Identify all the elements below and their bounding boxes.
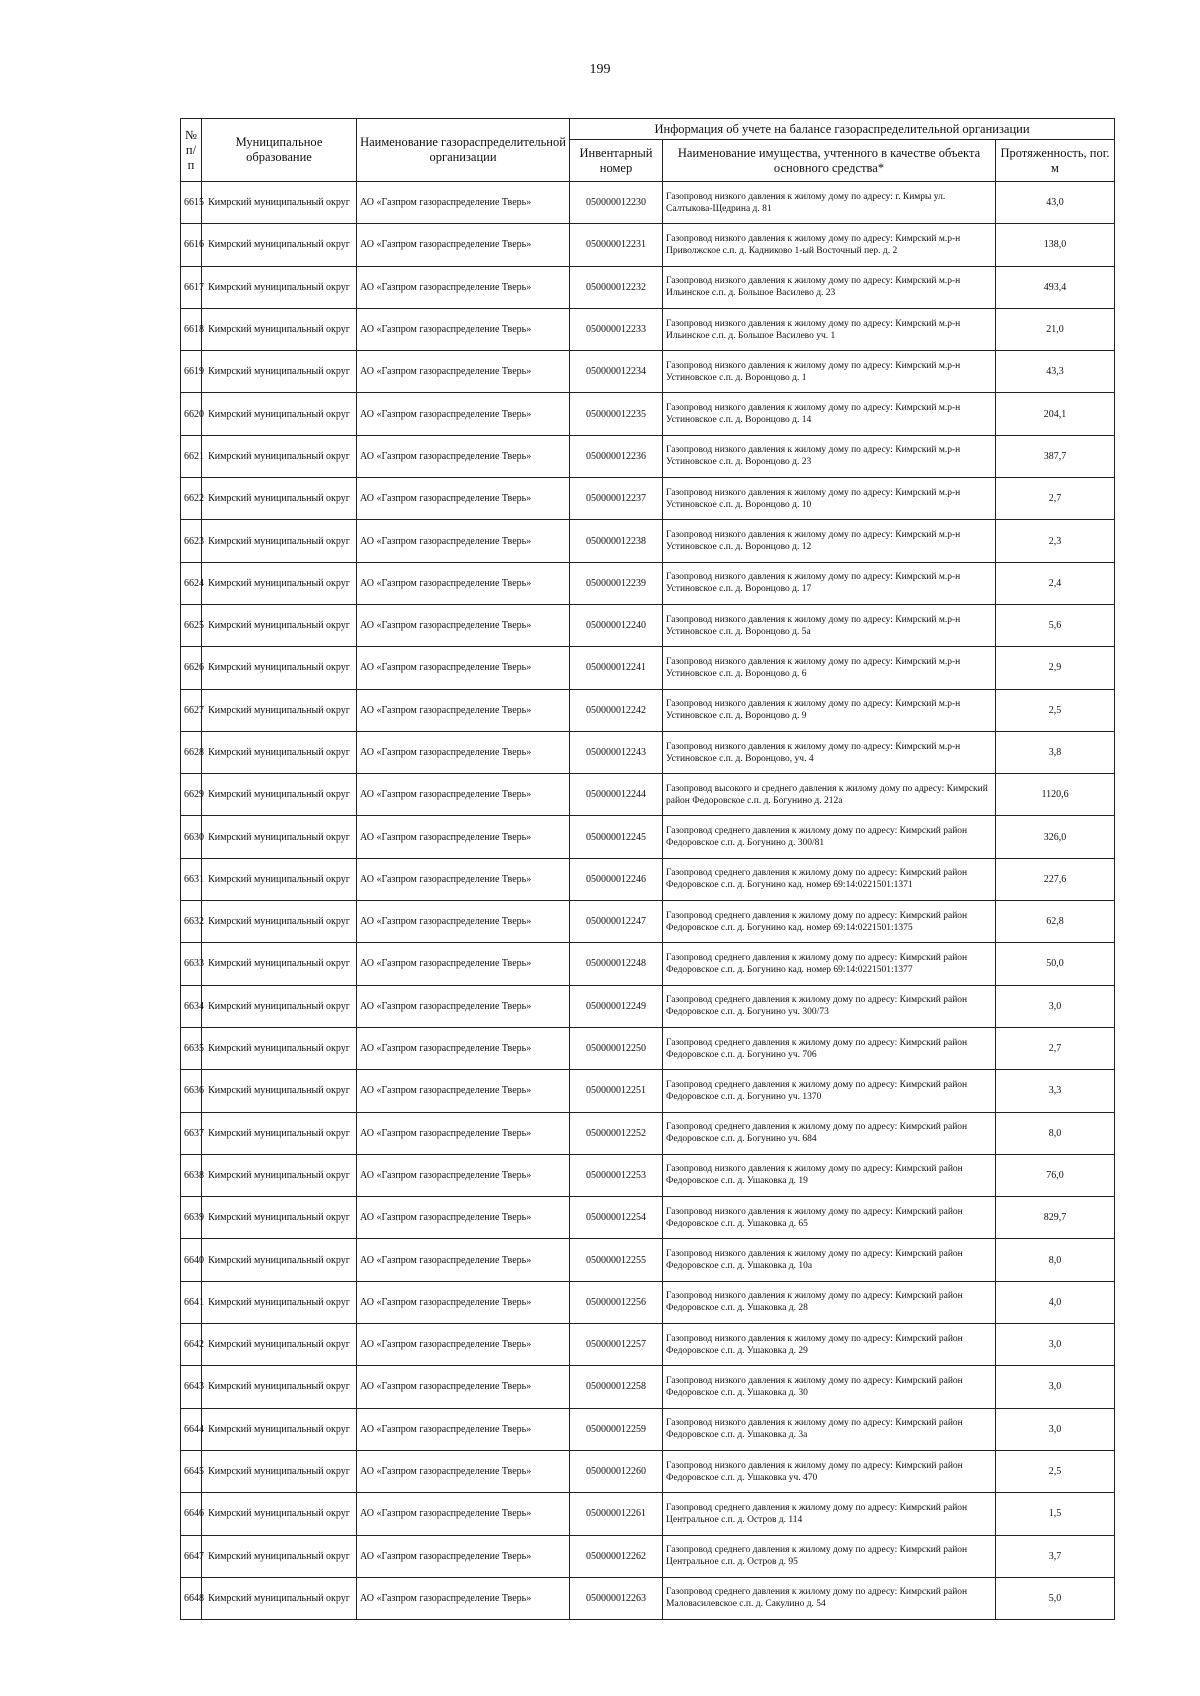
asset-name-cell: Газопровод среднего давления к жилому дому по адресу: Кимрский район Маловасилевское с.п. д. Сакулино д. 54 bbox=[663, 1577, 996, 1619]
organization-cell: АО «Газпром газораспределение Тверь» bbox=[357, 1239, 570, 1281]
municipality-cell: Кимрский муниципальный округ bbox=[202, 1535, 357, 1577]
table-row bbox=[181, 1577, 1115, 1619]
header-length: Протяженность, пог. м bbox=[996, 140, 1115, 182]
organization-cell: АО «Газпром газораспределение Тверь» bbox=[357, 858, 570, 900]
inventory-number-cell: 050000012247 bbox=[570, 901, 663, 943]
asset-name-cell: Газопровод низкого давления к жилому дому по адресу: Кимрский район Федоровское с.п. д. Ушаковка д. 65 bbox=[663, 1197, 996, 1239]
table-row bbox=[181, 604, 1115, 646]
municipality-cell: Кимрский муниципальный округ bbox=[202, 647, 357, 689]
municipality-cell: Кимрский муниципальный округ bbox=[202, 520, 357, 562]
organization-cell: АО «Газпром газораспределение Тверь» bbox=[357, 943, 570, 985]
municipality-cell: Кимрский муниципальный округ bbox=[202, 689, 357, 731]
asset-name-cell: Газопровод низкого давления к жилому дому по адресу: Кимрский м.р-н Устиновское с.п. д. Воронцово д. 1 bbox=[663, 351, 996, 393]
organization-cell: АО «Газпром газораспределение Тверь» bbox=[357, 816, 570, 858]
municipality-cell: Кимрский муниципальный округ bbox=[202, 562, 357, 604]
row-number: 6619 bbox=[181, 351, 202, 393]
length-cell: 3,7 bbox=[996, 1535, 1115, 1577]
row-number: 6618 bbox=[181, 308, 202, 350]
table-row bbox=[181, 1154, 1115, 1196]
table-row bbox=[181, 266, 1115, 308]
inventory-number-cell: 050000012257 bbox=[570, 1324, 663, 1366]
table-row bbox=[181, 1535, 1115, 1577]
table-row bbox=[181, 731, 1115, 773]
organization-cell: АО «Газпром газораспределение Тверь» bbox=[357, 435, 570, 477]
table-row bbox=[181, 1450, 1115, 1492]
asset-name-cell: Газопровод среднего давления к жилому дому по адресу: Кимрский район Федоровское с.п. д. Богунино уч. 1370 bbox=[663, 1070, 996, 1112]
table-row bbox=[181, 689, 1115, 731]
organization-cell: АО «Газпром газораспределение Тверь» bbox=[357, 520, 570, 562]
asset-name-cell: Газопровод среднего давления к жилому дому по адресу: Кимрский район Федоровское с.п. д. Богунино уч. 706 bbox=[663, 1027, 996, 1069]
inventory-number-cell: 050000012246 bbox=[570, 858, 663, 900]
row-number: 6625 bbox=[181, 604, 202, 646]
inventory-number-cell: 050000012260 bbox=[570, 1450, 663, 1492]
municipality-cell: Кимрский муниципальный округ bbox=[202, 1112, 357, 1154]
table-row bbox=[181, 1070, 1115, 1112]
asset-name-cell: Газопровод среднего давления к жилому дому по адресу: Кимрский район Центральное с.п. д. Остров д. 95 bbox=[663, 1535, 996, 1577]
length-cell: 1120,6 bbox=[996, 774, 1115, 816]
table-row bbox=[181, 774, 1115, 816]
table-row bbox=[181, 1112, 1115, 1154]
table-row bbox=[181, 562, 1115, 604]
length-cell: 3,0 bbox=[996, 985, 1115, 1027]
row-number: 6648 bbox=[181, 1577, 202, 1619]
asset-name-cell: Газопровод низкого давления к жилому дому по адресу: Кимрский м.р-н Устиновское с.п. д. Воронцово д. 12 bbox=[663, 520, 996, 562]
row-number: 6627 bbox=[181, 689, 202, 731]
municipality-cell: Кимрский муниципальный округ bbox=[202, 1493, 357, 1535]
inventory-number-cell: 050000012242 bbox=[570, 689, 663, 731]
municipality-cell: Кимрский муниципальный округ bbox=[202, 435, 357, 477]
organization-cell: АО «Газпром газораспределение Тверь» bbox=[357, 182, 570, 224]
municipality-cell: Кимрский муниципальный округ bbox=[202, 1070, 357, 1112]
municipality-cell: Кимрский муниципальный округ bbox=[202, 731, 357, 773]
organization-cell: АО «Газпром газораспределение Тверь» bbox=[357, 689, 570, 731]
municipality-cell: Кимрский муниципальный округ bbox=[202, 351, 357, 393]
municipality-cell: Кимрский муниципальный округ bbox=[202, 1577, 357, 1619]
length-cell: 2,5 bbox=[996, 689, 1115, 731]
table-row bbox=[181, 1027, 1115, 1069]
row-number: 6634 bbox=[181, 985, 202, 1027]
organization-cell: АО «Газпром газораспределение Тверь» bbox=[357, 1281, 570, 1323]
municipality-cell: Кимрский муниципальный округ bbox=[202, 1239, 357, 1281]
table-row bbox=[181, 647, 1115, 689]
inventory-number-cell: 050000012240 bbox=[570, 604, 663, 646]
organization-cell: АО «Газпром газораспределение Тверь» bbox=[357, 1070, 570, 1112]
table-row bbox=[181, 816, 1115, 858]
organization-cell: АО «Газпром газораспределение Тверь» bbox=[357, 224, 570, 266]
municipality-cell: Кимрский муниципальный округ bbox=[202, 1281, 357, 1323]
length-cell: 493,4 bbox=[996, 266, 1115, 308]
inventory-number-cell: 050000012237 bbox=[570, 478, 663, 520]
asset-name-cell: Газопровод низкого давления к жилому дому по адресу: Кимрский м.р-н Устиновское с.п. д. Воронцово д. 9 bbox=[663, 689, 996, 731]
row-number: 6636 bbox=[181, 1070, 202, 1112]
asset-name-cell: Газопровод среднего давления к жилому дому по адресу: Кимрский район Федоровское с.п. д. Богунино кад. номер 69:14:0221501:1371 bbox=[663, 858, 996, 900]
municipality-cell: Кимрский муниципальный округ bbox=[202, 943, 357, 985]
length-cell: 2,4 bbox=[996, 562, 1115, 604]
inventory-number-cell: 050000012251 bbox=[570, 1070, 663, 1112]
municipality-cell: Кимрский муниципальный округ bbox=[202, 1154, 357, 1196]
municipality-cell: Кимрский муниципальный округ bbox=[202, 1366, 357, 1408]
organization-cell: АО «Газпром газораспределение Тверь» bbox=[357, 604, 570, 646]
row-number: 6635 bbox=[181, 1027, 202, 1069]
table-row bbox=[181, 182, 1115, 224]
organization-cell: АО «Газпром газораспределение Тверь» bbox=[357, 1324, 570, 1366]
asset-name-cell: Газопровод низкого давления к жилому дому по адресу: Кимрский м.р-н Ильинское с.п. д. Большое Василево д. 23 bbox=[663, 266, 996, 308]
asset-name-cell: Газопровод низкого давления к жилому дому по адресу: Кимрский м.р-н Устиновское с.п. д. Воронцово д. 23 bbox=[663, 435, 996, 477]
header-balance-group: Информация об учете на балансе газораспределительной организации bbox=[570, 119, 1115, 140]
asset-name-cell: Газопровод низкого давления к жилому дому по адресу: Кимрский район Федоровское с.п. д. Ушаковка д. 3а bbox=[663, 1408, 996, 1450]
organization-cell: АО «Газпром газораспределение Тверь» bbox=[357, 985, 570, 1027]
row-number: 6615 bbox=[181, 182, 202, 224]
organization-cell: АО «Газпром газораспределение Тверь» bbox=[357, 393, 570, 435]
inventory-number-cell: 050000012258 bbox=[570, 1366, 663, 1408]
municipality-cell: Кимрский муниципальный округ bbox=[202, 224, 357, 266]
organization-cell: АО «Газпром газораспределение Тверь» bbox=[357, 1450, 570, 1492]
municipality-cell: Кимрский муниципальный округ bbox=[202, 393, 357, 435]
table-row bbox=[181, 901, 1115, 943]
inventory-number-cell: 050000012252 bbox=[570, 1112, 663, 1154]
table-row bbox=[181, 520, 1115, 562]
length-cell: 2,9 bbox=[996, 647, 1115, 689]
asset-name-cell: Газопровод низкого давления к жилому дому по адресу: Кимрский м.р-н Устиновское с.п. д. Воронцово д. 6 bbox=[663, 647, 996, 689]
municipality-cell: Кимрский муниципальный округ bbox=[202, 985, 357, 1027]
header-municipality: Муниципальное образование bbox=[202, 119, 357, 182]
organization-cell: АО «Газпром газораспределение Тверь» bbox=[357, 478, 570, 520]
header-asset-name: Наименование имущества, учтенного в качестве объекта основного средства* bbox=[663, 140, 996, 182]
row-number: 6647 bbox=[181, 1535, 202, 1577]
table-row bbox=[181, 1197, 1115, 1239]
table-row bbox=[181, 1239, 1115, 1281]
municipality-cell: Кимрский муниципальный округ bbox=[202, 266, 357, 308]
inventory-number-cell: 050000012253 bbox=[570, 1154, 663, 1196]
asset-name-cell: Газопровод низкого давления к жилому дому по адресу: Кимрский м.р-н Устиновское с.п. д. Воронцово д. 17 bbox=[663, 562, 996, 604]
length-cell: 21,0 bbox=[996, 308, 1115, 350]
row-number: 6633 bbox=[181, 943, 202, 985]
asset-name-cell: Газопровод низкого давления к жилому дому по адресу: Кимрский м.р-н Устиновское с.п. д. Воронцово д. 14 bbox=[663, 393, 996, 435]
length-cell: 3,0 bbox=[996, 1366, 1115, 1408]
table-row bbox=[181, 308, 1115, 350]
row-number: 6624 bbox=[181, 562, 202, 604]
inventory-number-cell: 050000012250 bbox=[570, 1027, 663, 1069]
inventory-number-cell: 050000012235 bbox=[570, 393, 663, 435]
asset-name-cell: Газопровод низкого давления к жилому дому по адресу: Кимрский м.р-н Приволжское с.п. д. Кадниково 1-ый Восточный пер. д. 2 bbox=[663, 224, 996, 266]
length-cell: 829,7 bbox=[996, 1197, 1115, 1239]
municipality-cell: Кимрский муниципальный округ bbox=[202, 858, 357, 900]
inventory-number-cell: 050000012245 bbox=[570, 816, 663, 858]
inventory-number-cell: 050000012244 bbox=[570, 774, 663, 816]
table-row bbox=[181, 858, 1115, 900]
length-cell: 326,0 bbox=[996, 816, 1115, 858]
municipality-cell: Кимрский муниципальный округ bbox=[202, 308, 357, 350]
row-number: 6641 bbox=[181, 1281, 202, 1323]
asset-name-cell: Газопровод высокого и среднего давления к жилому дому по адресу: Кимрский район Федоровское с.п. д. Богунино д. 212а bbox=[663, 774, 996, 816]
length-cell: 5,0 bbox=[996, 1577, 1115, 1619]
municipality-cell: Кимрский муниципальный округ bbox=[202, 1450, 357, 1492]
inventory-number-cell: 050000012255 bbox=[570, 1239, 663, 1281]
asset-name-cell: Газопровод низкого давления к жилому дому по адресу: Кимрский район Федоровское с.п. д. Ушаковка д. 29 bbox=[663, 1324, 996, 1366]
length-cell: 3,0 bbox=[996, 1324, 1115, 1366]
table-row bbox=[181, 478, 1115, 520]
table-row bbox=[181, 1408, 1115, 1450]
municipality-cell: Кимрский муниципальный округ bbox=[202, 774, 357, 816]
asset-name-cell: Газопровод низкого давления к жилому дому по адресу: Кимрский м.р-н Ильинское с.п. д. Большое Василево уч. 1 bbox=[663, 308, 996, 350]
table-row bbox=[181, 985, 1115, 1027]
inventory-number-cell: 050000012231 bbox=[570, 224, 663, 266]
table-row bbox=[181, 1281, 1115, 1323]
length-cell: 1,5 bbox=[996, 1493, 1115, 1535]
length-cell: 227,6 bbox=[996, 858, 1115, 900]
table-row bbox=[181, 1324, 1115, 1366]
row-number: 6639 bbox=[181, 1197, 202, 1239]
inventory-number-cell: 050000012233 bbox=[570, 308, 663, 350]
row-number: 6630 bbox=[181, 816, 202, 858]
row-number: 6644 bbox=[181, 1408, 202, 1450]
asset-name-cell: Газопровод низкого давления к жилому дому по адресу: Кимрский м.р-н Устиновское с.п. д. Воронцово д. 10 bbox=[663, 478, 996, 520]
inventory-number-cell: 050000012230 bbox=[570, 182, 663, 224]
asset-name-cell: Газопровод низкого давления к жилому дому по адресу: Кимрский м.р-н Устиновское с.п. д. Воронцово д. 5а bbox=[663, 604, 996, 646]
asset-name-cell: Газопровод низкого давления к жилому дому по адресу: Кимрский район Федоровское с.п. д. Ушаковка уч. 470 bbox=[663, 1450, 996, 1492]
municipality-cell: Кимрский муниципальный округ bbox=[202, 1027, 357, 1069]
table-row bbox=[181, 943, 1115, 985]
row-number: 6642 bbox=[181, 1324, 202, 1366]
table-row bbox=[181, 224, 1115, 266]
inventory-number-cell: 050000012236 bbox=[570, 435, 663, 477]
row-number: 6646 bbox=[181, 1493, 202, 1535]
length-cell: 2,3 bbox=[996, 520, 1115, 562]
row-number: 6640 bbox=[181, 1239, 202, 1281]
table-row bbox=[181, 435, 1115, 477]
inventory-number-cell: 050000012262 bbox=[570, 1535, 663, 1577]
length-cell: 387,7 bbox=[996, 435, 1115, 477]
municipality-cell: Кимрский муниципальный округ bbox=[202, 1324, 357, 1366]
header-row-top bbox=[181, 119, 1115, 140]
length-cell: 2,7 bbox=[996, 1027, 1115, 1069]
row-number: 6643 bbox=[181, 1366, 202, 1408]
row-number: 6621 bbox=[181, 435, 202, 477]
inventory-number-cell: 050000012248 bbox=[570, 943, 663, 985]
asset-name-cell: Газопровод среднего давления к жилому дому по адресу: Кимрский район Федоровское с.п. д. Богунино кад. номер 69:14:0221501:1375 bbox=[663, 901, 996, 943]
inventory-number-cell: 050000012261 bbox=[570, 1493, 663, 1535]
row-number: 6628 bbox=[181, 731, 202, 773]
length-cell: 50,0 bbox=[996, 943, 1115, 985]
length-cell: 8,0 bbox=[996, 1112, 1115, 1154]
row-number: 6626 bbox=[181, 647, 202, 689]
length-cell: 2,5 bbox=[996, 1450, 1115, 1492]
row-number: 6629 bbox=[181, 774, 202, 816]
organization-cell: АО «Газпром газораспределение Тверь» bbox=[357, 647, 570, 689]
asset-name-cell: Газопровод среднего давления к жилому дому по адресу: Кимрский район Центральное с.п. д. Остров д. 114 bbox=[663, 1493, 996, 1535]
organization-cell: АО «Газпром газораспределение Тверь» bbox=[357, 1027, 570, 1069]
row-number: 6620 bbox=[181, 393, 202, 435]
length-cell: 8,0 bbox=[996, 1239, 1115, 1281]
organization-cell: АО «Газпром газораспределение Тверь» bbox=[357, 1577, 570, 1619]
length-cell: 3,3 bbox=[996, 1070, 1115, 1112]
asset-register-table bbox=[180, 118, 1115, 1620]
asset-name-cell: Газопровод низкого давления к жилому дому по адресу: г. Кимры ул. Салтыкова-Щедрина д. 81 bbox=[663, 182, 996, 224]
inventory-number-cell: 050000012254 bbox=[570, 1197, 663, 1239]
row-number: 6631 bbox=[181, 858, 202, 900]
municipality-cell: Кимрский муниципальный округ bbox=[202, 1197, 357, 1239]
header-number: № п/п bbox=[181, 119, 202, 182]
organization-cell: АО «Газпром газораспределение Тверь» bbox=[357, 308, 570, 350]
asset-name-cell: Газопровод среднего давления к жилому дому по адресу: Кимрский район Федоровское с.п. д. Богунино уч. 300/73 bbox=[663, 985, 996, 1027]
organization-cell: АО «Газпром газораспределение Тверь» bbox=[357, 1112, 570, 1154]
inventory-number-cell: 050000012249 bbox=[570, 985, 663, 1027]
asset-name-cell: Газопровод низкого давления к жилому дому по адресу: Кимрский м.р-н Устиновское с.п. д. Воронцово, уч. 4 bbox=[663, 731, 996, 773]
organization-cell: АО «Газпром газораспределение Тверь» bbox=[357, 1366, 570, 1408]
inventory-number-cell: 050000012238 bbox=[570, 520, 663, 562]
municipality-cell: Кимрский муниципальный округ bbox=[202, 604, 357, 646]
length-cell: 3,8 bbox=[996, 731, 1115, 773]
inventory-number-cell: 050000012259 bbox=[570, 1408, 663, 1450]
row-number: 6617 bbox=[181, 266, 202, 308]
organization-cell: АО «Газпром газораспределение Тверь» bbox=[357, 731, 570, 773]
organization-cell: АО «Газпром газораспределение Тверь» bbox=[357, 901, 570, 943]
table-row bbox=[181, 1493, 1115, 1535]
table-row bbox=[181, 351, 1115, 393]
organization-cell: АО «Газпром газораспределение Тверь» bbox=[357, 351, 570, 393]
organization-cell: АО «Газпром газораспределение Тверь» bbox=[357, 774, 570, 816]
inventory-number-cell: 050000012241 bbox=[570, 647, 663, 689]
organization-cell: АО «Газпром газораспределение Тверь» bbox=[357, 1197, 570, 1239]
header-inventory: Инвентарный номер bbox=[570, 140, 663, 182]
organization-cell: АО «Газпром газораспределение Тверь» bbox=[357, 562, 570, 604]
organization-cell: АО «Газпром газораспределение Тверь» bbox=[357, 1154, 570, 1196]
asset-name-cell: Газопровод среднего давления к жилому дому по адресу: Кимрский район Федоровское с.п. д. Богунино кад. номер 69:14:0221501:1377 bbox=[663, 943, 996, 985]
row-number: 6638 bbox=[181, 1154, 202, 1196]
organization-cell: АО «Газпром газораспределение Тверь» bbox=[357, 1493, 570, 1535]
page-number: 199 bbox=[589, 62, 611, 77]
organization-cell: АО «Газпром газораспределение Тверь» bbox=[357, 1535, 570, 1577]
municipality-cell: Кимрский муниципальный округ bbox=[202, 478, 357, 520]
inventory-number-cell: 050000012234 bbox=[570, 351, 663, 393]
length-cell: 43,3 bbox=[996, 351, 1115, 393]
municipality-cell: Кимрский муниципальный округ bbox=[202, 901, 357, 943]
inventory-number-cell: 050000012256 bbox=[570, 1281, 663, 1323]
length-cell: 43,0 bbox=[996, 182, 1115, 224]
row-number: 6623 bbox=[181, 520, 202, 562]
asset-name-cell: Газопровод низкого давления к жилому дому по адресу: Кимрский район Федоровское с.п. д. Ушаковка д. 30 bbox=[663, 1366, 996, 1408]
length-cell: 3,0 bbox=[996, 1408, 1115, 1450]
municipality-cell: Кимрский муниципальный округ bbox=[202, 816, 357, 858]
length-cell: 2,7 bbox=[996, 478, 1115, 520]
length-cell: 204,1 bbox=[996, 393, 1115, 435]
table-row bbox=[181, 393, 1115, 435]
row-number: 6622 bbox=[181, 478, 202, 520]
header-organization: Наименование газораспределительной организации bbox=[357, 119, 570, 182]
inventory-number-cell: 050000012263 bbox=[570, 1577, 663, 1619]
length-cell: 62,8 bbox=[996, 901, 1115, 943]
inventory-number-cell: 050000012232 bbox=[570, 266, 663, 308]
length-cell: 4,0 bbox=[996, 1281, 1115, 1323]
row-number: 6616 bbox=[181, 224, 202, 266]
organization-cell: АО «Газпром газораспределение Тверь» bbox=[357, 266, 570, 308]
asset-name-cell: Газопровод низкого давления к жилому дому по адресу: Кимрский район Федоровское с.п. д. Ушаковка д. 19 bbox=[663, 1154, 996, 1196]
inventory-number-cell: 050000012243 bbox=[570, 731, 663, 773]
table-body bbox=[181, 182, 1115, 1620]
row-number: 6632 bbox=[181, 901, 202, 943]
length-cell: 5,6 bbox=[996, 604, 1115, 646]
row-number: 6637 bbox=[181, 1112, 202, 1154]
inventory-number-cell: 050000012239 bbox=[570, 562, 663, 604]
organization-cell: АО «Газпром газораспределение Тверь» bbox=[357, 1408, 570, 1450]
asset-name-cell: Газопровод среднего давления к жилому дому по адресу: Кимрский район Федоровское с.п. д. Богунино уч. 684 bbox=[663, 1112, 996, 1154]
length-cell: 76,0 bbox=[996, 1154, 1115, 1196]
row-number: 6645 bbox=[181, 1450, 202, 1492]
municipality-cell: Кимрский муниципальный округ bbox=[202, 182, 357, 224]
municipality-cell: Кимрский муниципальный округ bbox=[202, 1408, 357, 1450]
table-row bbox=[181, 1366, 1115, 1408]
asset-name-cell: Газопровод низкого давления к жилому дому по адресу: Кимрский район Федоровское с.п. д. Ушаковка д. 10а bbox=[663, 1239, 996, 1281]
length-cell: 138,0 bbox=[996, 224, 1115, 266]
asset-name-cell: Газопровод среднего давления к жилому дому по адресу: Кимрский район Федоровское с.п. д. Богунино д. 300/81 bbox=[663, 816, 996, 858]
asset-name-cell: Газопровод низкого давления к жилому дому по адресу: Кимрский район Федоровское с.п. д. Ушаковка д. 28 bbox=[663, 1281, 996, 1323]
